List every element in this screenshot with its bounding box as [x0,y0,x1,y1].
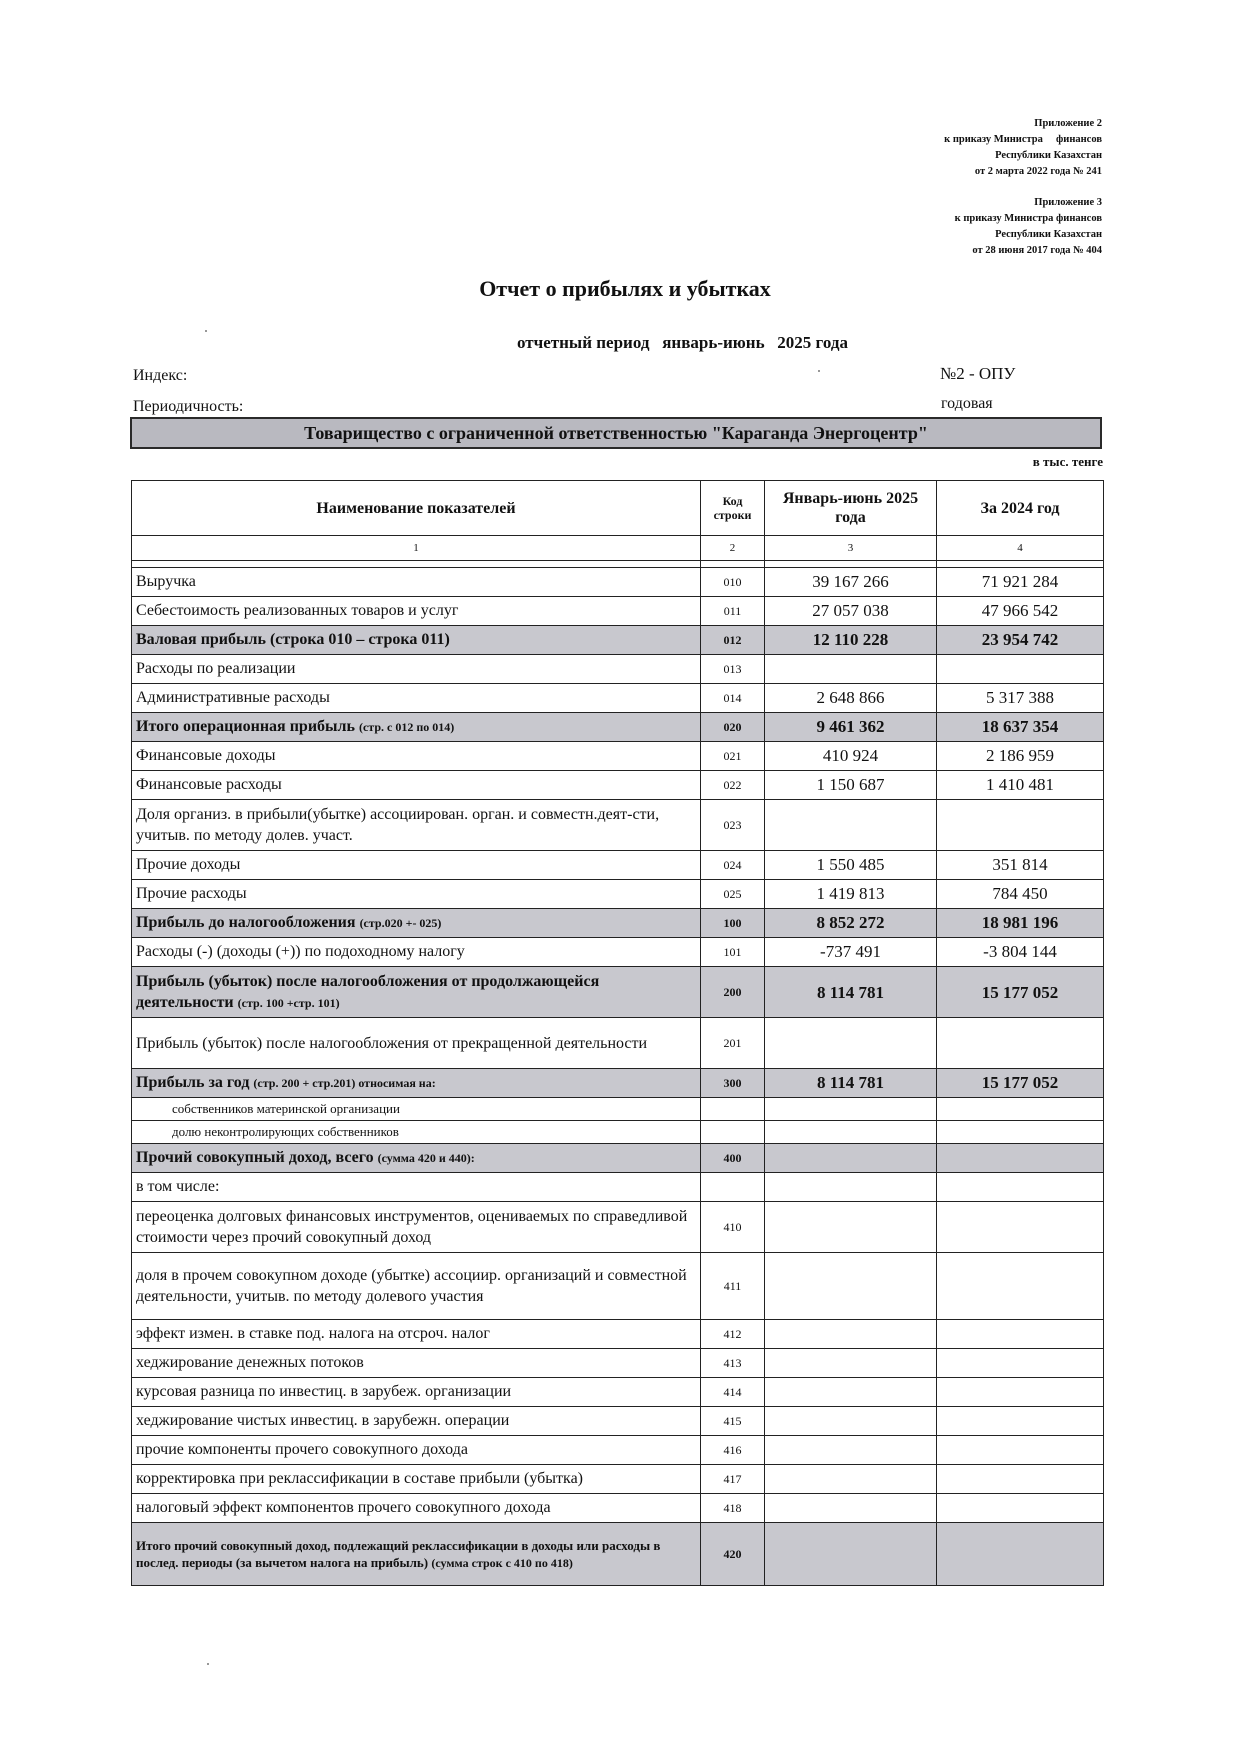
line-code: 415 [701,1407,765,1436]
value-current-period [765,1320,937,1349]
table-row [132,684,1104,713]
line-code: 025 [701,880,765,909]
table-row [132,1349,1104,1378]
indicator-label: Прибыль (убыток) после налогообложения от прекращенной деятельности [136,1034,648,1052]
header-indicator: Наименование показателей [132,481,701,536]
indicator-label: собственников материнской организации [172,1101,400,1116]
line-code [701,1098,765,1121]
table-row [132,1069,1104,1098]
column-number: 3 [765,536,937,561]
indicator-label: Итого операционная прибыль [136,718,355,735]
annex-line: к приказу Министра финансов [954,213,1102,224]
currency-unit: в тыс. тенге [1032,454,1103,469]
indicator-name [132,938,701,967]
value-current-period: 410 924 [765,742,937,771]
value-current-period [765,1523,937,1586]
spacer-cell [765,561,937,568]
indicator-name [132,655,701,684]
indicator-name [132,1523,701,1586]
line-code: 413 [701,1349,765,1378]
indicator-name [132,1436,701,1465]
table-row [132,626,1104,655]
report-period-wrap [0,333,1240,353]
line-code: 200 [701,967,765,1018]
line-code [701,1121,765,1144]
indicator-name [132,1069,701,1098]
indicator-name [132,1378,701,1407]
indicator-name [132,1121,701,1144]
line-code: 412 [701,1320,765,1349]
line-code: 416 [701,1436,765,1465]
indicator-label: курсовая разница по инвестиц. в зарубеж. организации [136,1383,512,1400]
value-previous-year: 2 186 959 [937,742,1104,771]
table-row [132,1378,1104,1407]
value-previous-year [937,1098,1104,1121]
value-current-period [765,1018,937,1069]
indicator-label: Прибыль за год [136,1074,250,1091]
column-numbers-row [132,536,1104,561]
value-current-period: 8 114 781 [765,1069,937,1098]
table-row [132,1523,1104,1586]
annex-note-3 [955,195,1102,259]
value-previous-year [937,1173,1104,1202]
indicator-label: эффект измен. в ставке под. налога на отсроч. налог [136,1325,490,1342]
value-previous-year [937,1378,1104,1407]
line-code: 022 [701,771,765,800]
table-row [132,1098,1104,1121]
line-code: 013 [701,655,765,684]
value-previous-year [937,1436,1104,1465]
value-previous-year [937,800,1104,851]
value-previous-year [937,1320,1104,1349]
value-current-period: -737 491 [765,938,937,967]
value-previous-year: 15 177 052 [937,967,1104,1018]
indicator-name [132,880,701,909]
indicator-name [132,568,701,597]
value-previous-year: 15 177 052 [937,1069,1104,1098]
line-code: 418 [701,1494,765,1523]
report-period: отчетный период январь-июнь 2025 года [517,333,848,352]
indicator-name [132,909,701,938]
indicator-label: Прочие расходы [136,885,247,902]
table-row [132,713,1104,742]
value-previous-year [937,1121,1104,1144]
indicator-label: корректировка при реклассификации в составе прибыли (убытка) [136,1470,583,1487]
line-code: 420 [701,1523,765,1586]
table-body [132,568,1104,1586]
value-current-period: 1 550 485 [765,851,937,880]
column-number: 2 [701,536,765,561]
value-previous-year: 784 450 [937,880,1104,909]
value-previous-year [937,1018,1104,1069]
indicator-name [132,597,701,626]
line-code: 021 [701,742,765,771]
indicator-label: Выручка [136,573,196,590]
indicator-formula: (сумма 420 и 440): [377,1151,475,1165]
line-code: 023 [701,800,765,851]
annex-line: Республики Казахстан [995,229,1102,240]
annex-line: Республики Казахстан [995,150,1102,161]
indicator-formula: (стр. 200 + стр.201) относимая на: [253,1076,436,1090]
indicator-label: переоценка долговых финансовых инструментов, оцениваемых по справедливой стоимости через прочий совокупный доход [136,1208,688,1246]
indicator-label: Итого прочий совокупный доход, подлежащий реклассификации в доходы или расходы в послед. периоды (за вычетом налога на прибыль) [136,1537,661,1570]
value-current-period [765,1465,937,1494]
value-current-period [765,800,937,851]
value-current-period [765,1494,937,1523]
indicator-label: Себестоимость реализованных товаров и услуг [136,602,459,619]
value-current-period [765,1436,937,1465]
income-statement-table [131,480,1104,1586]
value-current-period [765,1253,937,1320]
table-row [132,851,1104,880]
table-row [132,742,1104,771]
spacer-cell [937,561,1104,568]
indicator-name [132,800,701,851]
table-row [132,1173,1104,1202]
line-code: 012 [701,626,765,655]
indicator-name [132,1098,701,1121]
value-current-period: 12 110 228 [765,626,937,655]
spacer-cell [132,561,701,568]
indicator-label: Прочие доходы [136,856,241,873]
value-current-period: 1 419 813 [765,880,937,909]
table-row [132,1253,1104,1320]
line-code: 411 [701,1253,765,1320]
annex-line: от 28 июня 2017 года № 404 [972,245,1102,256]
indicator-label: Валовая прибыль (строка 010 – строка 011) [136,631,450,648]
column-number: 4 [937,536,1104,561]
annex-note-2 [944,116,1102,180]
value-previous-year [937,1349,1104,1378]
indicator-label: Расходы по реализации [136,660,296,677]
table-row [132,1121,1104,1144]
column-number: 1 [132,536,701,561]
indicator-name [132,771,701,800]
value-previous-year: 18 981 196 [937,909,1104,938]
value-current-period [765,1173,937,1202]
value-previous-year: -3 804 144 [937,938,1104,967]
value-previous-year [937,1202,1104,1253]
index-value: №2 - ОПУ [940,364,1016,383]
value-previous-year: 351 814 [937,851,1104,880]
indicator-name [132,1173,701,1202]
table-row [132,568,1104,597]
table-row [132,597,1104,626]
indicator-formula: (сумма строк с 410 по 418) [431,1555,573,1570]
table-row [132,1018,1104,1069]
value-current-period [765,1144,937,1173]
value-previous-year [937,1407,1104,1436]
value-current-period [765,1202,937,1253]
value-current-period: 2 648 866 [765,684,937,713]
line-code: 410 [701,1202,765,1253]
indicator-label: Административные расходы [136,689,330,706]
value-current-period: 27 057 038 [765,597,937,626]
value-current-period: 8 852 272 [765,909,937,938]
line-code: 014 [701,684,765,713]
indicator-formula: (стр. 100 +стр. 101) [237,995,340,1010]
indicator-label: хеджирование денежных потоков [136,1354,364,1371]
value-current-period [765,1349,937,1378]
value-previous-year: 47 966 542 [937,597,1104,626]
annex-line: Приложение 3 [1034,197,1102,208]
value-previous-year [937,1523,1104,1586]
header-previous-year: За 2024 год [937,481,1104,536]
indicator-name [132,626,701,655]
table-row [132,909,1104,938]
line-code: 024 [701,851,765,880]
table-row [132,880,1104,909]
indicator-label: Расходы (-) (доходы (+)) по подоходному налогу [136,943,465,960]
indicator-label: Прибыль (убыток) после налогообложения от продолжающейся деятельности [136,972,600,1011]
indicator-name [132,1018,701,1069]
table-row [132,771,1104,800]
indicator-name [132,1465,701,1494]
line-code: 101 [701,938,765,967]
value-current-period [765,1378,937,1407]
table-row [132,1494,1104,1523]
indicator-label: хеджирование чистых инвестиц. в зарубежн. операции [136,1412,510,1429]
table-row [132,967,1104,1018]
line-code: 400 [701,1144,765,1173]
line-code: 417 [701,1465,765,1494]
value-current-period [765,1121,937,1144]
value-current-period: 39 167 266 [765,568,937,597]
header-code: Код строки [701,481,765,536]
value-previous-year: 1 410 481 [937,771,1104,800]
table-row [132,1320,1104,1349]
periodicity-value: годовая [941,395,993,412]
scan-speck [818,370,820,372]
value-previous-year [937,1494,1104,1523]
spacer-cell [701,561,765,568]
indicator-name [132,684,701,713]
indicator-name [132,967,701,1018]
indicator-label: Прибыль до налогообложения [136,914,356,931]
table-header-row [132,481,1104,536]
value-previous-year [937,1465,1104,1494]
line-code: 010 [701,568,765,597]
indicator-name [132,1407,701,1436]
table-row [132,1407,1104,1436]
value-previous-year [937,1144,1104,1173]
table-row [132,800,1104,851]
value-current-period: 8 114 781 [765,967,937,1018]
value-previous-year [937,655,1104,684]
indicator-formula: (стр. с 012 по 014) [358,720,455,734]
report-title: Отчет о прибылях и убытках [479,276,771,301]
spacer-row [132,561,1104,568]
periodicity-label: Периодичность: [133,398,244,415]
value-current-period [765,1098,937,1121]
indicator-name [132,742,701,771]
indicator-label: Финансовые расходы [136,776,282,793]
header-current-period: Январь-июнь 2025 года [765,481,937,536]
index-label: Индекс: [133,367,188,384]
indicator-formula: (стр.020 +- 025) [359,916,442,930]
value-previous-year [937,1253,1104,1320]
indicator-name [132,1320,701,1349]
indicator-name [132,1144,701,1173]
indicator-label: в том числе: [136,1178,220,1195]
indicator-label: Прочий совокупный доход, всего [136,1149,374,1166]
table-row [132,938,1104,967]
value-current-period [765,655,937,684]
line-code: 414 [701,1378,765,1407]
indicator-name [132,713,701,742]
line-code: 100 [701,909,765,938]
company-name: Товарищество с ограниченной ответственностью "Караганда Энергоцентр" [130,417,1102,449]
line-code: 011 [701,597,765,626]
line-code [701,1173,765,1202]
indicator-name [132,1494,701,1523]
indicator-label: Финансовые доходы [136,747,276,764]
line-code: 201 [701,1018,765,1069]
indicator-label: прочие компоненты прочего совокупного дохода [136,1441,468,1458]
indicator-label: долю неконтролирующих собственников [172,1124,399,1139]
line-code: 020 [701,713,765,742]
value-current-period [765,1407,937,1436]
value-previous-year: 23 954 742 [937,626,1104,655]
table-row [132,1202,1104,1253]
indicator-name [132,1253,701,1320]
scan-speck [205,330,207,332]
report-title-wrap [0,276,1240,302]
value-previous-year: 71 921 284 [937,568,1104,597]
line-code: 300 [701,1069,765,1098]
indicator-name [132,1202,701,1253]
annex-line: от 2 марта 2022 года № 241 [974,166,1102,177]
annex-line: к приказу Министра финансов [944,134,1102,145]
indicator-name [132,851,701,880]
value-previous-year: 18 637 354 [937,713,1104,742]
indicator-label: доля в прочем совокупном доходе (убытке) ассоциир. организаций и совместной деятельности, учитыв. по методу долевого участия [136,1267,687,1305]
value-current-period: 1 150 687 [765,771,937,800]
value-previous-year: 5 317 388 [937,684,1104,713]
table-row [132,1144,1104,1173]
indicator-name [132,1349,701,1378]
table-row [132,655,1104,684]
value-current-period: 9 461 362 [765,713,937,742]
annex-line: Приложение 2 [1034,118,1102,129]
table-row [132,1465,1104,1494]
table-row [132,1436,1104,1465]
indicator-label: Доля организ. в прибыли(убытке) ассоциирован. орган. и совместн.деят-сти, учитыв. по методу долев. участ. [136,806,660,844]
indicator-label: налоговый эффект компонентов прочего совокупного дохода [136,1499,551,1516]
scan-speck [207,1663,209,1665]
